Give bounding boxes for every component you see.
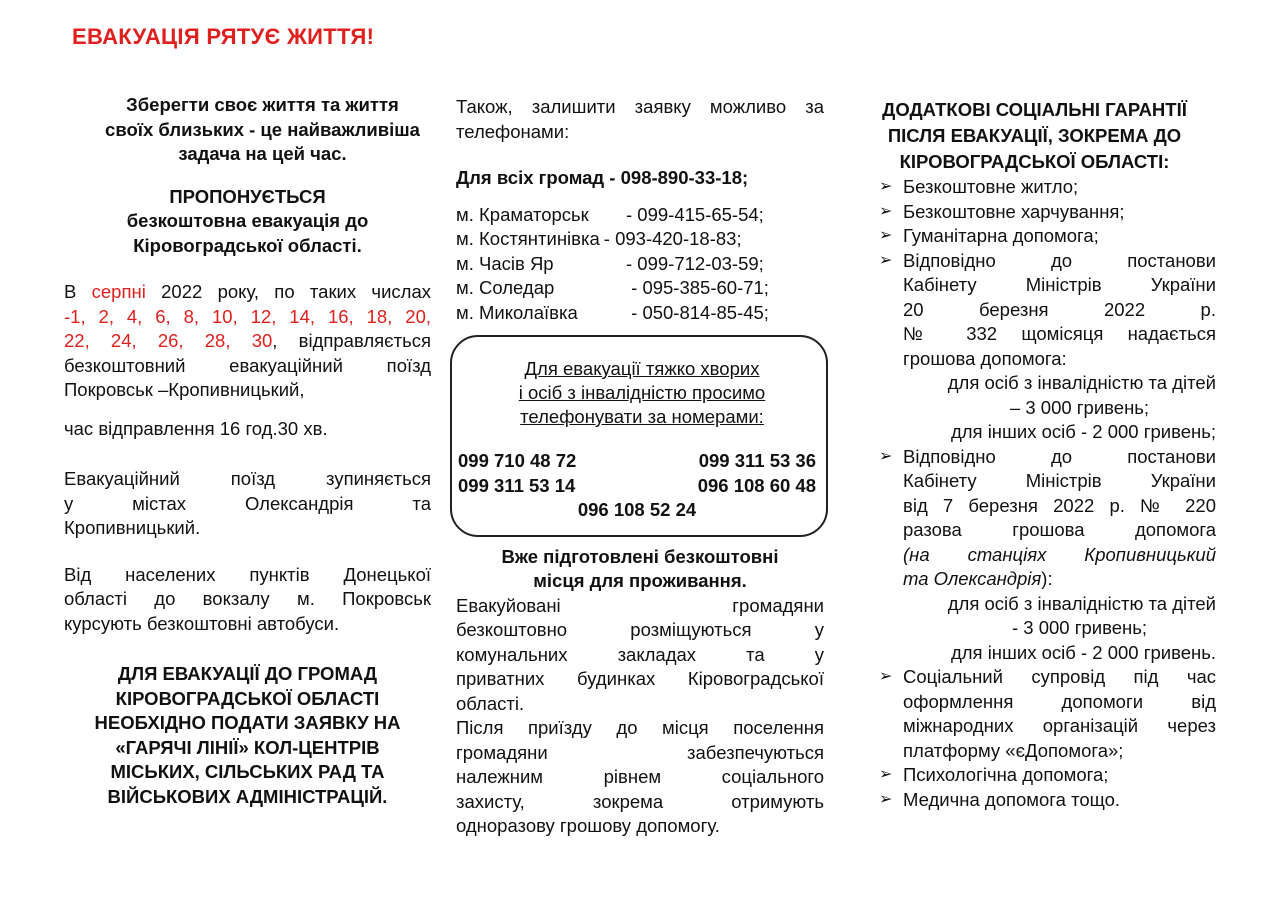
list-item-text: платформу «єДопомога»; [903,739,1124,761]
list-item-subtext: для інших осіб - 2 000 гривень. [950,641,1216,663]
schedule-after: , відправляється [272,330,431,351]
schedule-month: серпні [91,281,146,302]
box-title-line: Для евакуації тяжко хворих [524,358,760,379]
box-phone: 099 710 48 72 [458,450,577,471]
stops-line: у містах Олександрія та [64,492,431,514]
stops-line: Евакуаційний поїзд зупиняється [64,468,431,489]
after-line: Після приїзду до місця поселення [456,717,824,738]
box-title [452,357,816,429]
places-line: приватних будинках Кіровоградської [456,668,824,689]
list-item-text: грошова допомога: [903,347,1067,369]
list-item-text: Відповідно до постанови [903,445,1216,467]
arrow-bullet-icon: ➢ [879,178,893,195]
list-item-text: Кабінету Міністрів України [903,470,1216,491]
heading-line: ПІСЛЯ ЕВАКУАЦІЇ, ЗОКРЕМА ДО [887,125,1182,146]
list-item [853,249,1216,445]
city-name: м. Миколаївка [456,301,578,323]
places-line: комунальних закладах та у [456,643,824,665]
list-item-text: разова грошова допомога [903,519,1216,540]
schedule-line [64,329,431,354]
list-item-subtext: - 3 000 гривень; [1011,617,1147,638]
list-item-text: від 7 березня 2022 р. № 220 [903,494,1216,516]
city-name: м. Костянтинівка [456,228,600,249]
list-item-text: Соціальний супровід під час [903,666,1216,687]
box-phone: 096 108 60 48 [697,474,816,496]
city-phone: - 099-415-65-54; [626,203,764,225]
list-item-text: оформлення допомоги від [903,690,1216,712]
list-item [853,665,1216,763]
list-item-text: 20 березня 2022 р. [903,298,1216,320]
city-phone-row [456,227,824,252]
stops-paragraph [64,467,431,541]
intro-line: задача на цей час. [178,143,347,164]
heading-line: КІРОВОГРАДСЬКОЇ ОБЛАСТІ: [899,151,1170,172]
places-line: області. [456,692,525,714]
arrow-bullet-icon: ➢ [879,447,893,465]
city-name: м. Краматорськ [456,203,589,225]
city-phone-list [456,203,824,326]
list-item-text: Психологічна допомога; [903,764,1109,785]
guarantees-heading [853,97,1216,175]
arrow-bullet-icon: ➢ [879,202,893,220]
list-item-text: Гуманітарна допомога; [903,225,1099,246]
apply-notice [64,662,431,809]
heading-line: ДОДАТКОВІ СОЦІАЛЬНІ ГАРАНТІЇ [882,99,1187,120]
apply-line: ДЛЯ ЕВАКУАЦІЇ ДО ГРОМАД [117,663,378,684]
page-title: ЕВАКУАЦІЯ РЯТУЄ ЖИТТЯ! [72,24,375,49]
list-item-text: Медична допомога тощо. [903,788,1121,810]
after-line: одноразову грошову допомогу. [456,815,720,836]
stops-line: Кропивницький. [64,517,201,538]
apply-line: НЕОБХІДНО ПОДАТИ ЗАЯВКУ НА [94,712,401,733]
arrow-bullet-icon: ➢ [879,227,893,244]
schedule-paragraph [64,280,431,403]
list-item [853,763,1216,788]
intro-text [64,93,431,167]
apply-line: КІРОВОГРАДСЬКОЇ ОБЛАСТІ [115,687,380,709]
list-item [853,445,1216,666]
places-line: безкоштовно розміщуються у [456,619,824,640]
box-phone: 096 108 52 24 [577,499,697,520]
box-phone: 099 311 53 14 [458,474,576,496]
list-item-text: міжнародних організацій через [903,715,1216,736]
city-phone: - 050-814-85-45; [626,301,769,323]
schedule-line: безкоштовний евакуаційний поїзд [64,354,431,376]
city-name: м. Часів Яр [456,252,554,274]
list-item-text: Безкоштовне харчування; [903,200,1125,222]
apply-line: «ГАРЯЧІ ЛІНІЇ» КОЛ-ЦЕНТРІВ [115,736,380,758]
city-phone-row [456,276,824,301]
offer-line: ПРОПОНУЄТЬСЯ [169,185,326,207]
after-line: громадяни забезпечуються [456,741,824,763]
list-item-text [903,567,1216,592]
arrow-bullet-icon: ➢ [879,766,893,783]
column-middle [456,95,824,839]
schedule-dates: 22, 24, 26, 28, 30 [64,330,273,351]
city-phone: - 095-385-60-71; [626,277,769,298]
disability-contacts-box [450,335,828,537]
box-phone: 099 311 53 36 [698,450,816,471]
list-item-tail: ): [1041,568,1053,589]
schedule-mid: 2022 року, по таких числах [145,281,431,302]
list-item-text: Кабінету Міністрів України [903,274,1216,295]
offer-text [64,185,431,259]
box-title-line: і осіб з інвалідністю просимо [518,382,766,403]
places-paragraph [456,594,824,717]
places-title-line: Вже підготовлені безкоштовні [501,545,779,567]
schedule-line: Покровськ –Кропивницький, [64,379,305,400]
after-line: захисту, зокрема отримують [456,790,824,812]
offer-line: Кіровоградської області. [133,234,362,256]
after-line: належним рівнем соціального [456,766,824,787]
box-phone-grid [452,449,816,523]
arrow-bullet-icon: ➢ [879,251,893,269]
arrow-bullet-icon: ➢ [879,668,893,685]
schedule-dates: -1, 2, 4, 6, 8, 10, 12, 14, 16, 18, 20, [64,305,431,327]
list-item [853,788,1216,813]
city-phone: - 099-712-03-59; [626,252,764,274]
city-phone: - 093-420-18-83; [603,228,742,249]
all-communities-phone: Для всіх громад - 098-890-33-18; [456,167,749,188]
intro-line: своїх близьких - це найважливіша [105,118,420,140]
places-title [456,545,824,594]
bus-line: області до вокзалу м. Покровськ [64,588,431,609]
places-line: Евакуйовані громадяни [456,594,824,616]
schedule-line [64,280,431,305]
list-item-text: Відповідно до постанови [903,249,1216,271]
list-item-text: (на станціях Кропивницький [903,543,1216,565]
box-title-line: телефонувати за номерами: [520,406,764,427]
also-line: Також, залишити заявку можливо за [456,96,824,117]
guarantees-list [853,175,1216,812]
list-item-subtext: для осіб з інвалідністю та дітей [947,592,1216,614]
bus-paragraph [64,563,431,637]
list-item [853,224,1216,249]
city-phone-row [456,203,824,228]
city-phone-row [456,252,824,277]
list-item-text: Безкоштовне житло; [903,176,1079,197]
city-phone-row [456,301,824,326]
city-name: м. Соледар [456,277,555,298]
offer-line: безкоштовна евакуація до [126,210,369,231]
list-item-subtext: для інших осіб - 2 000 гривень; [950,421,1216,442]
arrow-bullet-icon: ➢ [879,790,893,808]
schedule-prefix: В [64,281,92,302]
list-item-text: № 332 щомісяця надається [903,323,1216,344]
apply-line: ВІЙСЬКОВИХ АДМІНІСТРАЦІЙ. [107,785,388,807]
intro-line: Зберегти своє життя та життя [126,94,399,115]
departure-time: час відправлення 16 год.30 хв. [64,417,328,439]
column-right [853,97,1216,812]
apply-line: МІСЬКИХ, СІЛЬСЬКИХ РАД ТА [110,761,385,782]
list-item [853,175,1216,200]
list-item-italic: та Олександрія [903,568,1042,589]
list-item-subtext: – 3 000 гривень; [1009,396,1150,418]
column-left [64,93,431,809]
also-line: телефонами: [456,120,570,142]
list-item [853,200,1216,225]
places-title-line: місця для проживання. [533,570,747,591]
after-arrival-paragraph [456,716,824,839]
list-item-subtext: для осіб з інвалідністю та дітей [947,372,1216,393]
bus-line: курсують безкоштовні автобуси. [64,612,340,634]
bus-line: Від населених пунктів Донецької [64,563,431,585]
